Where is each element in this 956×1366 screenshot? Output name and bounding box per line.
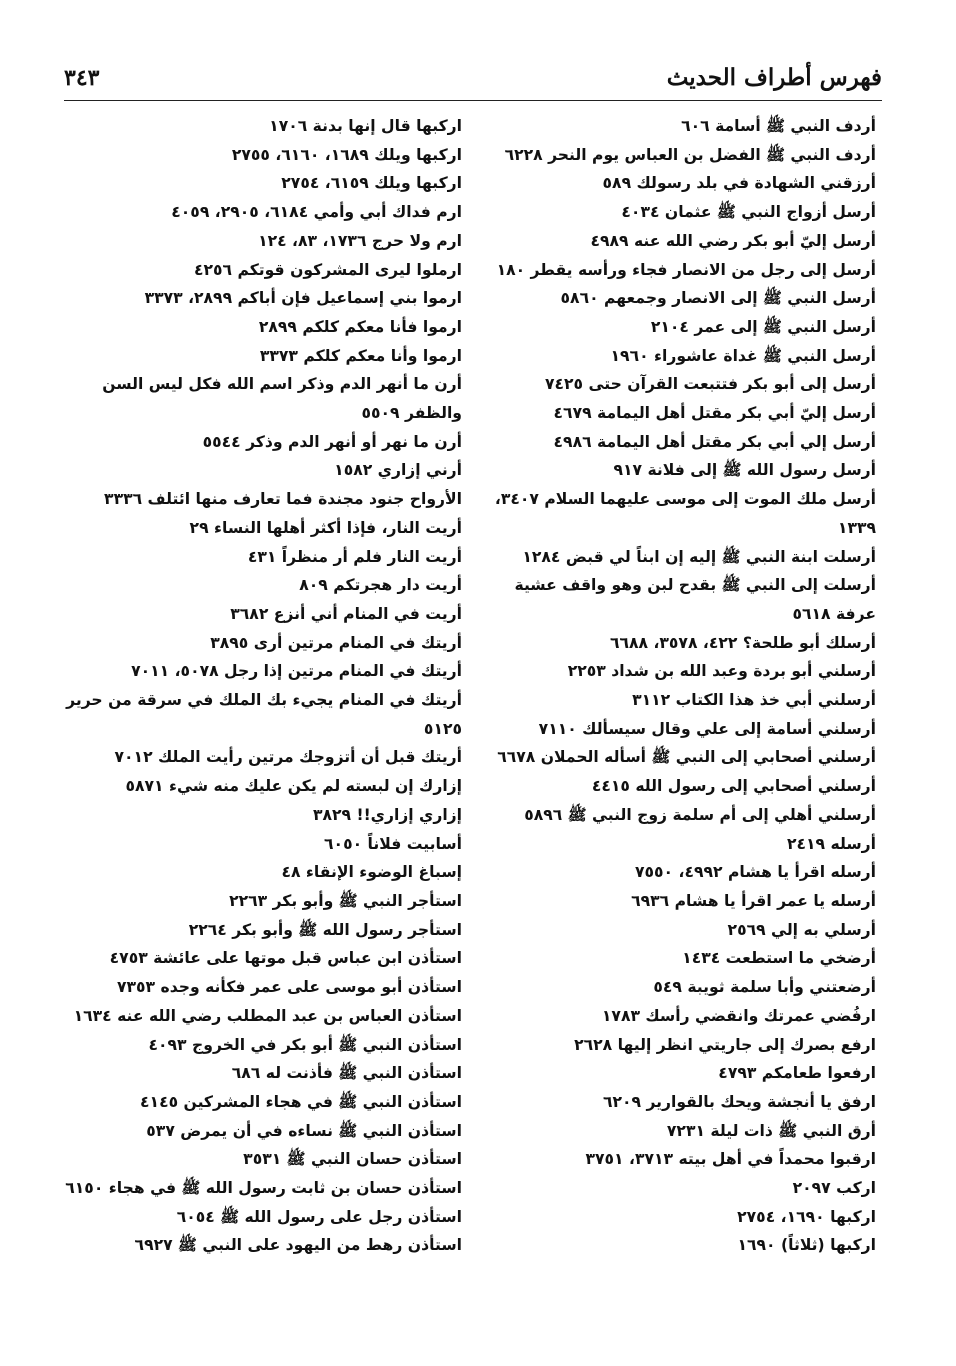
index-entry: أرسل إلي أبي بكر مقتل أهل اليمامة ٤٩٨٦ xyxy=(553,432,876,451)
index-entry: أرزقني الشهادة في بلد رسولك ٥٨٩ xyxy=(602,174,876,193)
page-number: ٣٤٣ xyxy=(64,65,100,91)
index-entry: أريت النار، فإذا أكثر أهلها النساء ٢٩ xyxy=(189,518,462,537)
index-entry: ارم فداك أبي وأمي ٦١٨٤، ٢٩٠٥، ٤٠٥٩ xyxy=(171,203,462,222)
index-entry: أرق النبي ﷺ ذات ليلة ٧٢٣١ xyxy=(666,1121,876,1140)
index-entry: أرسلت إلى النبي ﷺ بقدح لبن وهو واقف عشية عرفة ٥٦١٨ xyxy=(514,576,876,623)
index-entry: ارفُضي عمرتك وانقضي رأسك ١٧٨٣ xyxy=(601,1006,876,1025)
index-entry: ارملوا ليرى المشركون قوتكم ٤٢٥٦ xyxy=(194,260,462,279)
index-entry: أرضخي ما استطعت ١٤٣٤ xyxy=(682,949,876,968)
page-header xyxy=(64,58,882,94)
index-entry: أرن ما أنهر الدم وذكر اسم الله فكل ليس السن والظفر ٥٥٠٩ xyxy=(102,375,462,423)
index-entry: استأذن حسان النبي ﷺ ٣٥٣١ xyxy=(243,1150,462,1169)
index-entry: ارموا فأنا معكم كلكم ٢٨٩٩ xyxy=(258,317,462,336)
index-entry: أرسله يا عمر اقرأ يا هشام ٦٩٣٦ xyxy=(631,891,876,910)
index-entry: استأذن ابن عباس قبل موتها على عائشة ٤٧٥٣ xyxy=(109,949,462,968)
right-column xyxy=(486,112,876,1260)
index-entry: أرسلني أبو بردة وعبد الله بن شداد ٢٢٥٣ xyxy=(567,662,876,681)
index-entry: أرسل رسول الله ﷺ إلى فلانة ٩١٧ xyxy=(613,461,876,480)
index-entry: أرسل النبي ﷺ غداة عاشوراء ١٩٦٠ xyxy=(610,346,876,365)
index-entry: أسابيت فلاناً ٦٠٥٠ xyxy=(324,834,462,853)
index-entry: أرني إزاري ١٥٨٢ xyxy=(334,461,462,480)
index-entry: أرسلني أبي خذ هذا الكتاب ٣١١٢ xyxy=(632,691,876,710)
index-entry: أرسل ملك الموت إلى موسى عليهما السلام ٣٤٠٧، ١٣٣٩ xyxy=(494,490,876,537)
index-entry: أرسلك أبو طلحة؟ ٤٢٢، ٣٥٧٨، ٦٦٨٨ xyxy=(609,633,876,652)
index-entry: اركبها ويلك ١٦٨٩، ٦١٦٠، ٢٧٥٥ xyxy=(231,145,462,164)
index-entry: أرسلي به إلي ٢٥٦٩ xyxy=(727,920,876,939)
index-entry: اركبها قال إنها بدنة ١٧٠٦ xyxy=(269,117,462,135)
index-entry: استأذن النبي ﷺ فأذنت له ٦٨٦ xyxy=(231,1064,462,1083)
index-entry: ارم ولا حرج ١٧٣٦، ٨٣، ١٢٤ xyxy=(258,231,462,250)
index-entry: أردف النبي ﷺ أسامة ٦٠٦ xyxy=(681,117,876,135)
index-entry: استأجر النبي ﷺ وأبو بكر ٢٢٦٣ xyxy=(229,891,462,910)
index-entry: أرسل إلى رجل من الانصار فجاء ورأسه يقطر ١٨٠ xyxy=(496,260,876,279)
index-entry: اركبها ١٦٩٠، ٢٧٥٤ xyxy=(737,1207,876,1226)
index-entry: أرن ما نهر أو أنهر الدم وذكر ٥٥٤٤ xyxy=(202,432,462,451)
index-entry: إزاري إزاري!! ٣٨٢٩ xyxy=(312,805,462,824)
index-entry: إسباغ الوضوء الإنقاء ٤٨ xyxy=(281,863,462,882)
index-entry: استأذن أبو موسى على عمر فكأنه وجده ٧٣٥٣ xyxy=(116,978,462,997)
index-entry: أريتك قبل أن أتزوجك مرتين رأيت الملك ٧٠١٢ xyxy=(114,748,462,767)
index-entry: ارموا وأنا معكم كلكم ٣٣٧٣ xyxy=(259,346,462,365)
index-entry: ارفع بصرك إلى جاريتي انظر إليها ٢٦٢٨ xyxy=(574,1035,876,1054)
index-entry: اركب ٢٠٩٧ xyxy=(792,1179,876,1198)
index-entry: أرسل إلى أبو بكر فتتبعت القرآن حتى ٧٤٢٥ xyxy=(544,375,876,394)
index-entry: أرسل إليّ أبو بكر رضي الله عنه ٤٩٨٩ xyxy=(590,231,876,250)
index-entry: استأذن العباس بن عبد المطلب رضي الله عنه ١٦٣٤ xyxy=(73,1006,462,1025)
index-entry: أريتك في المنام مرتين أرى ٣٨٩٥ xyxy=(210,633,462,652)
index-entry: أريت النار فلم أر منظراً ٤٣١ xyxy=(247,547,462,566)
index-entry: أرضعتني وأبا سلمة ثويبة ٥٤٩ xyxy=(653,978,876,997)
index-entry: استأذن النبي ﷺ أبو بكر في الخروج ٤٠٩٣ xyxy=(148,1035,462,1054)
index-entry: إزارك إن لبسته لم يكن عليك منه شيء ٥٨٧١ xyxy=(125,777,462,796)
index-entry: أريتك في المنام مرتين إذا رجل ٥٠٧٨، ٧٠١١ xyxy=(131,662,462,681)
index-entry: استأجر رسول الله ﷺ وأبو بكر ٢٢٦٤ xyxy=(188,920,462,939)
index-entry: أرسلني أهلي إلى أم سلمة زوج النبي ﷺ ٥٨٩٦ xyxy=(524,805,876,824)
index-entry: أرسلني أسامة إلى علي وقال سيسألك ٧١١٠ xyxy=(538,719,876,738)
index-entry: ارفق يا أنجشة ويحك بالقوارير ٦٢٠٩ xyxy=(602,1092,876,1111)
index-entry: أريت في المنام أني أنزع ٣٦٨٢ xyxy=(230,604,462,623)
index-entry: أريتك في المنام يجيء بك الملك في سرقة من حرير ٥١٢٥ xyxy=(66,691,462,738)
index-entry: استأذن رجل على رسول الله ﷺ ٦٠٥٤ xyxy=(176,1207,462,1226)
index-entry: استأذن حسان بن ثابت رسول الله ﷺ في هجاء ٦١٥٠ xyxy=(65,1179,462,1198)
index-entry: اركبها (ثلاثاً) ١٦٩٠ xyxy=(737,1236,876,1255)
index-entry: أرسل النبي ﷺ إلى عمر ٢١٠٤ xyxy=(650,317,876,336)
index-entry: اركبها ويلك ٦١٥٩، ٢٧٥٤ xyxy=(281,174,462,193)
index-entry: أريت دار هجرتكم ٨٠٩ xyxy=(299,576,462,595)
index-entry: أردف النبي ﷺ الفضل بن العباس يوم النحر ٦٢٢٨ xyxy=(504,145,876,164)
index-entry: أرسلني أصحابي إلى رسول الله ٤٤١٥ xyxy=(591,777,876,796)
index-entry: ارموا بني إسماعيل فإن أباكم ٢٨٩٩، ٣٣٧٣ xyxy=(144,289,462,308)
index-entry: ارفعوا طعامكم ٤٧٩٣ xyxy=(718,1064,876,1083)
index-entry: أرسله ٢٤١٩ xyxy=(787,834,876,853)
left-column xyxy=(62,112,462,1260)
index-entry: استأذن رهط من اليهود على النبي ﷺ ٦٩٢٧ xyxy=(134,1236,462,1255)
index-entry: أرسل إليّ أبي بكر مقتل أهل اليمامة ٤٦٧٩ xyxy=(553,404,876,423)
page-title: فهرس أطراف الحديث xyxy=(666,64,882,91)
index-entry: استأذن النبي ﷺ نساءه في أن يمرض ٥٣٧ xyxy=(146,1121,462,1140)
index-entry: أرسل النبي ﷺ إلى الانصار وجمعهم ٥٨٦٠ xyxy=(560,289,876,308)
index-entry: أرسلت ابنة النبي ﷺ إليه إن ابناً لي قبض ١٢٨٤ xyxy=(522,547,876,566)
index-entry: أرسلني أصحابي إلى النبي ﷺ أسأله الحملان ٦٦٧٨ xyxy=(497,748,876,767)
index-entry: ارقبوا محمداً في أهل بيته ٣٧١٣، ٣٧٥١ xyxy=(585,1150,876,1169)
header-rule xyxy=(64,100,882,101)
index-entry: أرسله اقرأ يا هشام ٤٩٩٢، ٧٥٥٠ xyxy=(635,863,876,882)
index-entry: أرسل أزواج النبي ﷺ عثمان ٤٠٣٤ xyxy=(621,203,876,222)
index-entry: استأذن النبي ﷺ في هجاء المشركين ٤١٤٥ xyxy=(140,1092,462,1111)
index-entry: الأرواح جنود مجندة فما تعارف منها ائتلف ٣٣٣٦ xyxy=(104,490,462,509)
